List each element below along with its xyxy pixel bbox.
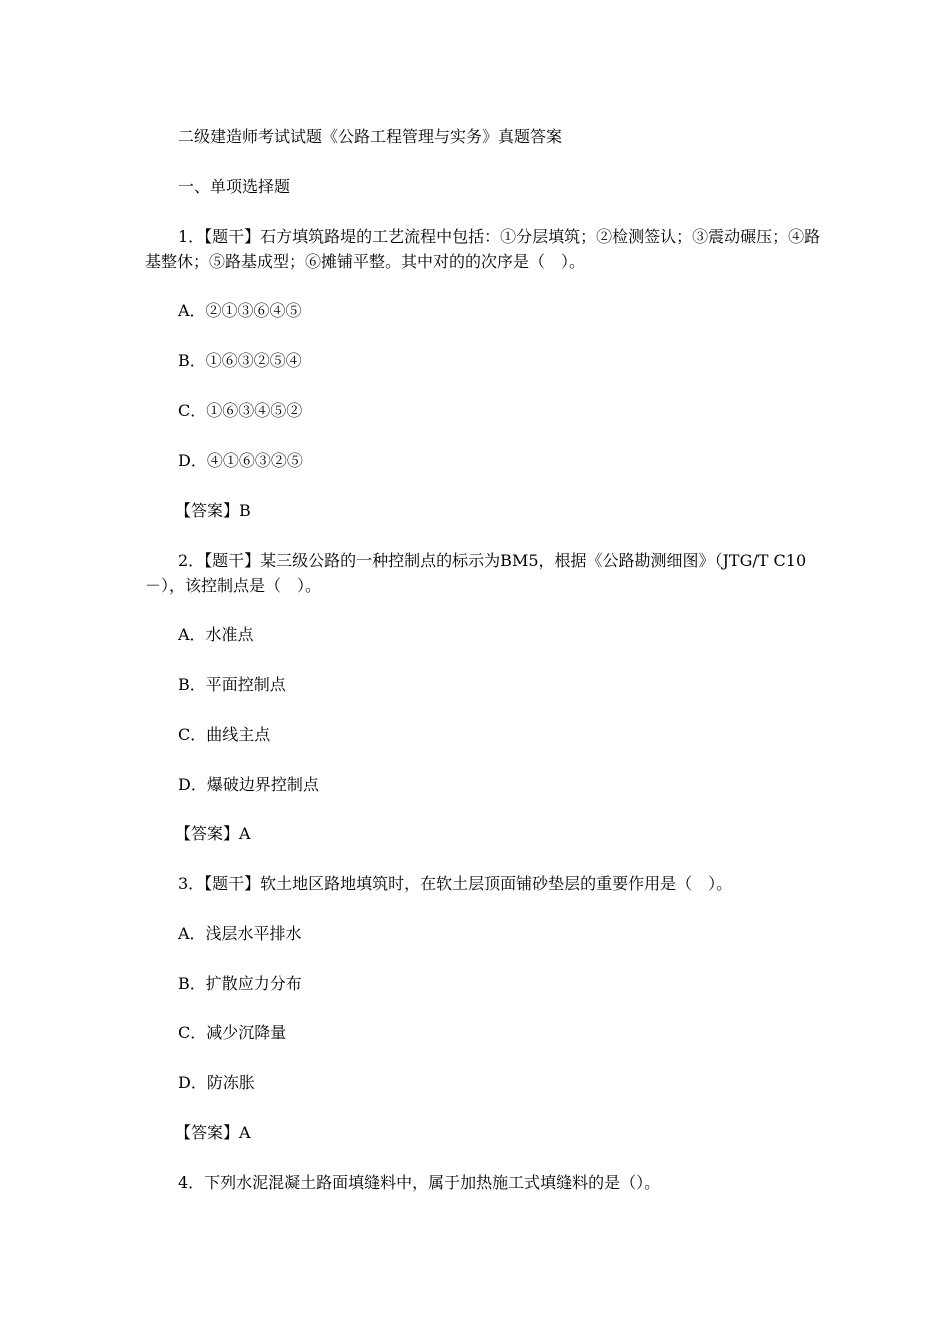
question-option: D．④①⑥③②⑤	[178, 451, 303, 470]
question-option: A．水准点	[178, 625, 254, 644]
question-answer: 【答案】A	[175, 1123, 251, 1142]
document-title: 二级建造师考试试题《公路工程管理与实务》真题答案	[178, 127, 563, 146]
question-option: D．爆破边界控制点	[178, 775, 319, 794]
question-option: B．①⑥③②⑤④	[178, 351, 302, 370]
question-stem: 2．【题干】某三级公路的一种控制点的标示为BM5，根据《公路勘测细图》（JTG/T C10－），该控制点是（ ）。	[145, 551, 807, 595]
question-option: B．平面控制点	[178, 675, 286, 694]
question-option: C．减少沉降量	[178, 1023, 287, 1042]
question-option: D．防冻胀	[178, 1073, 255, 1092]
question-option: B．扩散应力分布	[178, 974, 302, 993]
question-answer: 【答案】B	[175, 501, 251, 520]
question-stem: 1．【题干】石方填筑路堤的工艺流程中包括：①分层填筑；②检测签认；③震动碾压；④路基整休；⑤路基成型；⑥摊铺平整。其中对的的次序是（ ）。	[145, 227, 821, 271]
question-option: C．曲线主点	[178, 725, 271, 744]
question-stem: 3．【题干】软土地区路地填筑时，在软土层顶面铺砂垫层的重要作用是（ ）。	[178, 874, 733, 893]
question-option: A．浅层水平排水	[178, 924, 302, 943]
question-option: A．②①③⑥④⑤	[178, 301, 302, 320]
section-heading: 一、单项选择题	[178, 177, 291, 196]
question-stem: 4．下列水泥混凝土路面填缝料中，属于加热施工式填缝料的是（）。	[178, 1173, 661, 1192]
question-option: C．①⑥③④⑤②	[178, 401, 303, 420]
question-answer: 【答案】A	[175, 824, 251, 843]
